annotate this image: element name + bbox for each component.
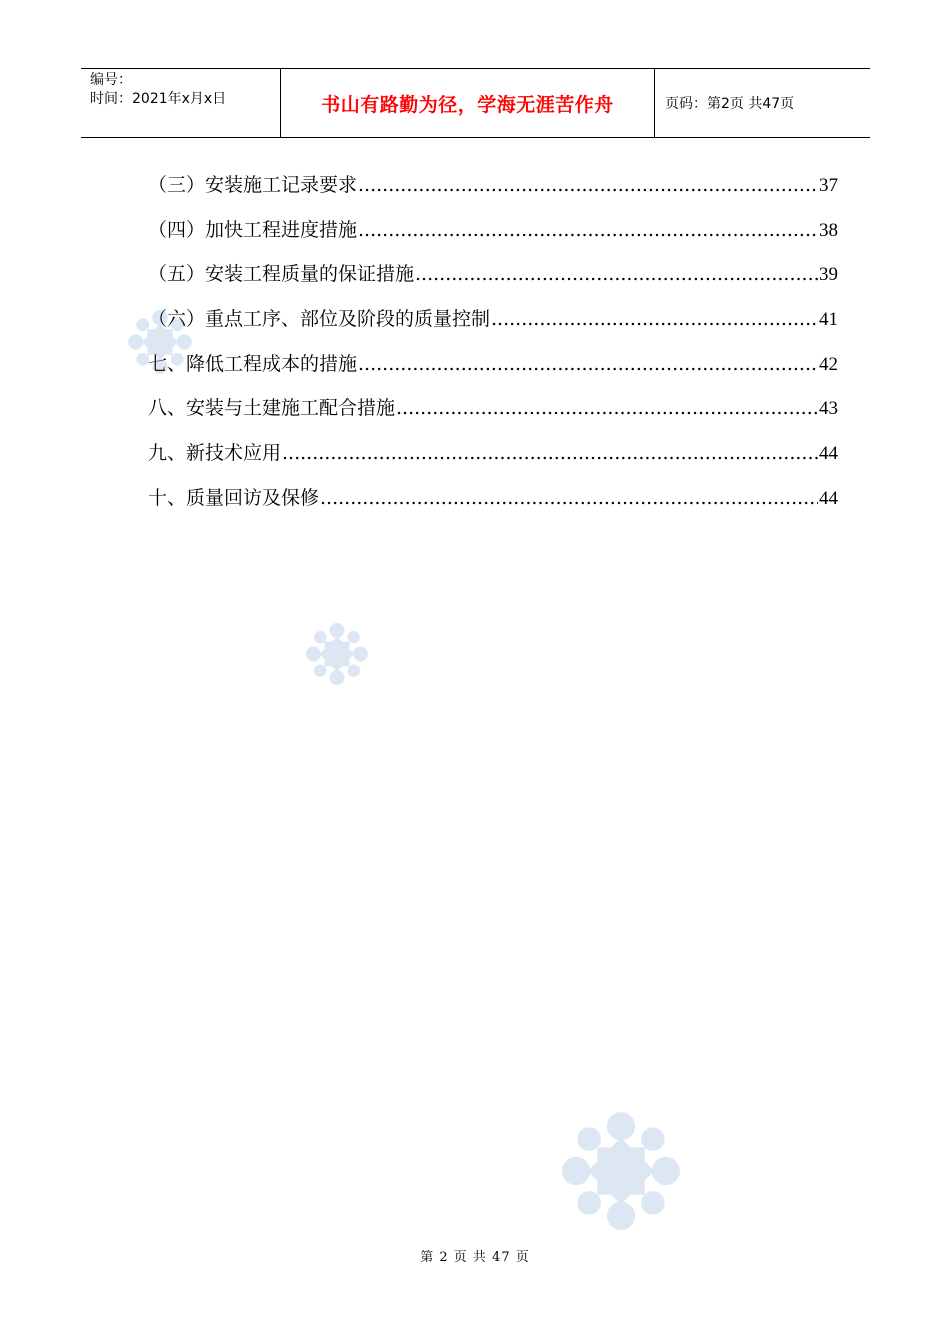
toc-entry[interactable] bbox=[148, 170, 838, 215]
serial-label: 编号： bbox=[90, 72, 132, 88]
toc-entry[interactable] bbox=[148, 349, 838, 394]
toc-entry[interactable] bbox=[148, 215, 838, 260]
toc-entry[interactable] bbox=[148, 304, 838, 349]
toc-page-number: 44 bbox=[819, 443, 838, 465]
time-label: 时间：2021年x月x日 bbox=[90, 91, 227, 107]
toc-leader-dots bbox=[282, 442, 818, 464]
toc-leader-dots bbox=[358, 353, 818, 375]
footer-page-number: 第 2 页 共 47 页 bbox=[420, 1250, 530, 1265]
toc-leader-dots bbox=[358, 174, 818, 196]
toc-title: 七、降低工程成本的措施 bbox=[148, 352, 358, 375]
toc-page-number: 39 bbox=[819, 264, 838, 286]
header-page-info bbox=[655, 69, 870, 137]
toc-title: （四）加快工程进度措施 bbox=[148, 218, 358, 241]
toc-page-number: 42 bbox=[819, 353, 838, 375]
toc-leader-dots bbox=[320, 487, 818, 509]
toc-page-number: 44 bbox=[819, 487, 838, 509]
toc-title: （三）安装施工记录要求 bbox=[148, 174, 358, 196]
toc-leader-dots bbox=[491, 308, 818, 330]
header-motto-cell bbox=[281, 69, 655, 137]
watermark-snowflake-icon bbox=[306, 623, 368, 685]
toc-leader-dots bbox=[358, 219, 818, 241]
page-info-text: 页码：第2页 共47页 bbox=[665, 96, 795, 112]
header-table bbox=[81, 68, 870, 138]
toc-leader-dots bbox=[396, 397, 818, 419]
motto-text: 书山有路勤为径，学海无涯苦作舟 bbox=[321, 93, 614, 116]
toc-title: 九、新技术应用 bbox=[148, 442, 282, 465]
watermark-snowflake-icon bbox=[562, 1112, 680, 1230]
toc-title: 十、质量回访及保修 bbox=[148, 486, 320, 509]
toc-title: （五）安装工程质量的保证措施 bbox=[148, 263, 415, 286]
toc-page-number: 41 bbox=[819, 309, 838, 331]
toc-entry[interactable] bbox=[148, 393, 838, 438]
toc-page-number: 38 bbox=[819, 219, 838, 241]
toc-leader-dots bbox=[415, 263, 818, 285]
toc-page-number: 37 bbox=[819, 175, 838, 196]
toc-title: （六）重点工序、部位及阶段的质量控制 bbox=[148, 308, 491, 331]
page-footer bbox=[0, 1246, 950, 1265]
toc-page-number: 43 bbox=[819, 398, 838, 420]
toc-title: 八、安装与土建施工配合措施 bbox=[148, 397, 396, 420]
table-of-contents bbox=[148, 170, 838, 528]
toc-entry[interactable] bbox=[148, 438, 838, 483]
toc-entry[interactable] bbox=[148, 259, 838, 304]
toc-entry[interactable] bbox=[148, 483, 838, 528]
watermark-snowflake-icon bbox=[128, 310, 192, 374]
header-meta bbox=[81, 69, 281, 137]
